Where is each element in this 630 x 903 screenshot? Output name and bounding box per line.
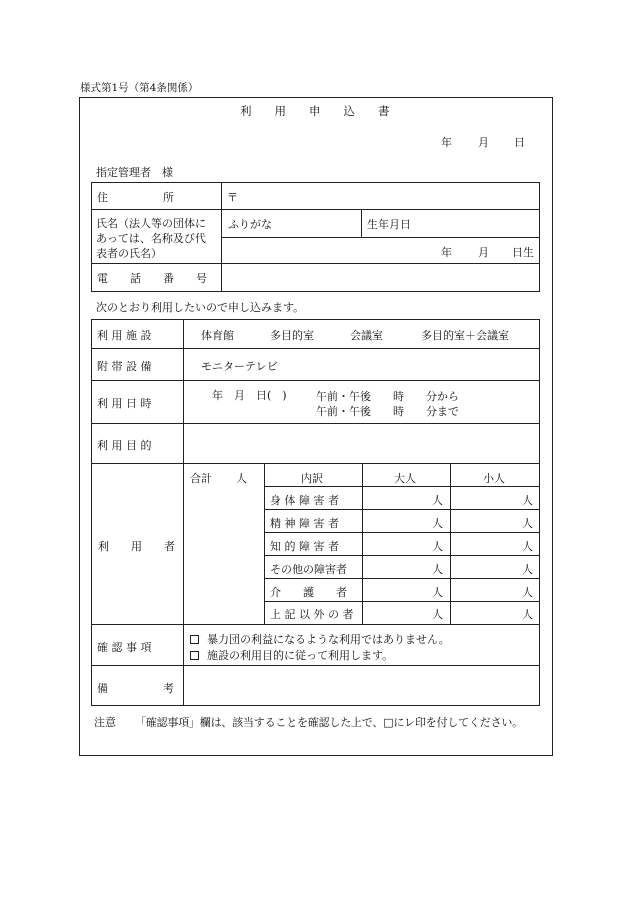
confirm-item-2 — [190, 647, 393, 663]
name-label-line1: 氏名（法人等の団体に — [96, 217, 206, 230]
note-label: 注意 — [94, 716, 116, 729]
datetime-from: 午前・午後 時 分から — [316, 390, 459, 403]
checkbox-no-gang-use[interactable] — [190, 635, 199, 644]
user-row-child-unit: 人 — [522, 517, 533, 530]
user-row-child-unit: 人 — [522, 608, 533, 621]
confirm-item-1 — [190, 631, 450, 647]
remarks-label: 備 考 — [97, 682, 174, 695]
user-row-adult-unit: 人 — [432, 586, 443, 599]
total-unit: 人 — [236, 472, 247, 485]
form-number: 様式第1号（第4条関係） — [80, 82, 199, 94]
equipment-label: 附 帯 設 備 — [97, 360, 152, 373]
confirm-item-1-text: 暴力団の利益になるような利用ではありません。 — [207, 633, 450, 646]
purpose-label: 利 用 目 的 — [97, 439, 152, 452]
user-row-child-unit: 人 — [522, 563, 533, 576]
user-row-category: 上 記 以 外 の 者 — [270, 608, 354, 621]
application-statement: 次のとおり利用したいので申し込みます。 — [96, 301, 305, 314]
date-year-label: 年 — [441, 136, 452, 149]
purpose-field[interactable] — [186, 426, 537, 461]
user-row-category: 精 神 障 害 者 — [270, 517, 339, 530]
breakdown-header: 内訳 — [301, 472, 323, 485]
birthdate-label: 生年月日 — [367, 218, 411, 231]
datetime-date-fields: 年 月 日( ) — [212, 389, 287, 402]
note-text: 「確認事項」欄は、該当することを確認した上で、□にレ印を付してください。 — [135, 716, 523, 729]
user-row-adult-unit: 人 — [432, 608, 443, 621]
birthdate-day-label: 日生 — [512, 246, 534, 259]
datetime-to: 午前・午後 時 分まで — [316, 405, 459, 418]
name-label-line3: 表者の氏名） — [96, 247, 162, 260]
checkbox-facility-purpose[interactable] — [190, 651, 199, 660]
child-header: 小人 — [483, 472, 505, 485]
facility-option-meeting[interactable]: 会議室 — [350, 329, 383, 342]
furigana-label: ふりがな — [228, 218, 272, 231]
equipment-value: モニターテレビ — [201, 360, 278, 373]
name-field[interactable] — [223, 239, 537, 261]
confirm-item-2-text: 施設の利用目的に従って利用します。 — [207, 649, 394, 662]
address-label: 住 所 — [97, 191, 174, 204]
user-row-adult-unit: 人 — [432, 517, 443, 530]
name-label-line2: あっては、名称及び代 — [96, 232, 206, 245]
phone-field[interactable] — [223, 266, 537, 290]
birthdate-year-label: 年 — [441, 246, 452, 259]
facility-option-gym[interactable]: 体育館 — [201, 329, 234, 342]
user-row-child-unit: 人 — [522, 540, 533, 553]
user-row-adult-unit: 人 — [432, 563, 443, 576]
user-row-child-unit: 人 — [522, 494, 533, 507]
datetime-label: 利 用 日 時 — [97, 397, 152, 410]
total-label: 合計 — [190, 472, 212, 485]
user-row-category: 知 的 障 害 者 — [270, 540, 339, 553]
user-row-category: 介 護 者 — [270, 586, 347, 599]
user-row-category: その他の障害者 — [270, 563, 347, 576]
birthdate-month-label: 月 — [478, 246, 489, 259]
user-row-adult-unit: 人 — [432, 494, 443, 507]
facility-label: 利 用 施 設 — [97, 329, 152, 342]
user-row-category: 身 体 障 害 者 — [270, 494, 339, 507]
user-row-adult-unit: 人 — [432, 540, 443, 553]
remarks-field[interactable] — [186, 668, 537, 703]
users-label: 利 用 者 — [98, 540, 175, 553]
confirm-label: 確 認 事 項 — [97, 641, 152, 654]
date-month-label: 月 — [478, 136, 489, 149]
facility-option-combined[interactable]: 多目的室＋会議室 — [421, 329, 509, 342]
addressee: 指定管理者 様 — [96, 166, 173, 179]
facility-option-multipurpose[interactable]: 多目的室 — [270, 329, 314, 342]
form-title: 利 用 申 込 書 — [240, 104, 390, 118]
phone-label: 電 話 番 号 — [97, 272, 207, 285]
adult-header: 大人 — [394, 472, 416, 485]
user-row-child-unit: 人 — [522, 586, 533, 599]
address-field[interactable] — [240, 184, 536, 207]
postal-mark: 〒 — [227, 191, 238, 204]
date-day-label: 日 — [514, 136, 525, 149]
